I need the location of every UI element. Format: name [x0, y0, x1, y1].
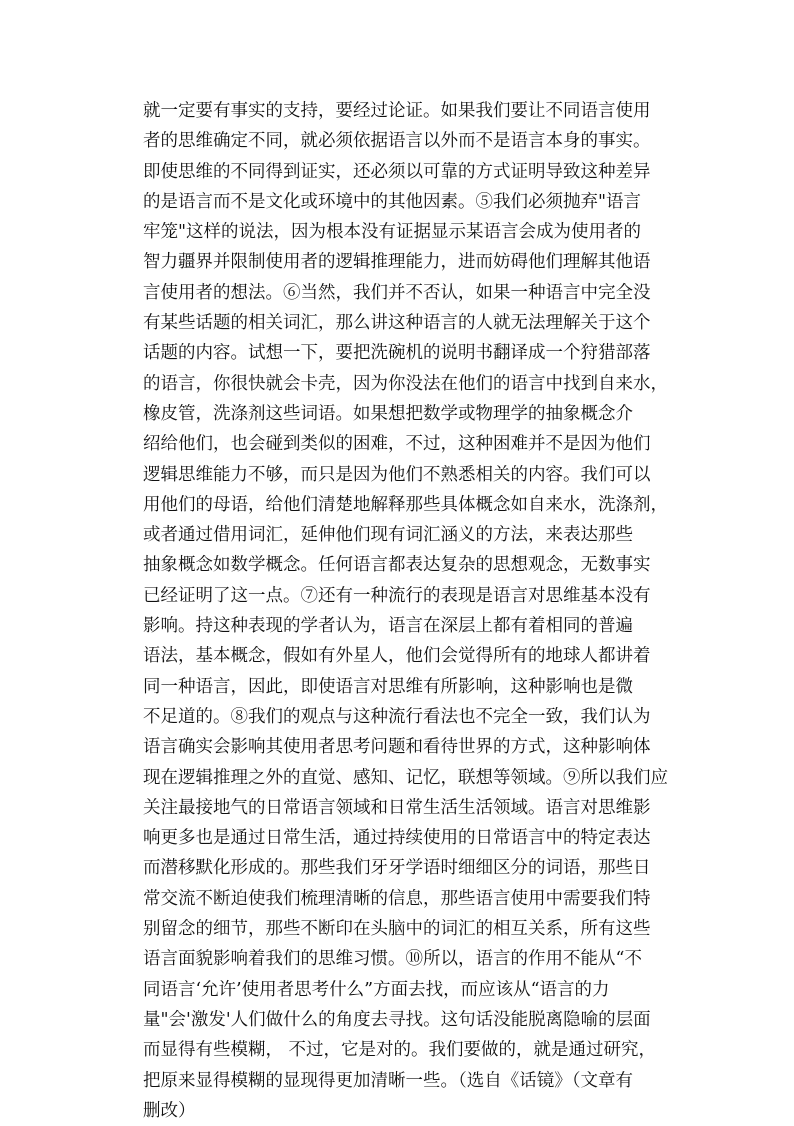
text-line: 或者通过借用词汇，延伸他们现有词汇涵义的方法，来表达那些	[143, 525, 633, 546]
text-line: 言使用者的想法。⑥当然，我们并不否认，如果一种语言中完全没	[143, 282, 651, 303]
text-line: 智力疆界并限制使用者的逻辑推理能力，进而妨碍他们理解其他语	[143, 252, 651, 273]
text-line: 量"会'激发'人们做什么的角度去寻找。这句话没能脱离隐喻的层面	[143, 1009, 651, 1030]
text-line: 删改）	[143, 1100, 196, 1121]
text-line: 抽象概念如数学概念。任何语言都表达复杂的思想观念，无数事实	[143, 555, 651, 576]
text-line: 关注最接地气的日常语言领域和日常生活生活领域。语言对思维影	[143, 797, 651, 818]
text-line: 语法，基本概念，假如有外星人，他们会觉得所有的地球人都讲着	[143, 646, 651, 667]
text-line: 已经证明了这一点。⑦还有一种流行的表现是语言对思维基本没有	[143, 585, 651, 606]
text-line: 同语言‘允许’使用者思考什么”方面去找，而应该从“语言的力	[143, 979, 610, 1000]
text-line: 别留念的细节，那些不断印在头脑中的词汇的相互关系，所有这些	[143, 919, 651, 940]
text-line: 影响。持这种表现的学者认为，语言在深层上都有着相同的普遍	[143, 616, 633, 637]
body-text	[143, 96, 668, 1126]
text-line: 橡皮管，洗涤剂这些词语。如果想把数学或物理学的抽象概念介	[143, 403, 633, 424]
text-line: 即使思维的不同得到证实，还必须以可靠的方式证明导致这种差异	[143, 161, 651, 182]
text-line: 的语言，你很快就会卡壳，因为你没法在他们的语言中找到自来水，	[143, 373, 668, 394]
text-line: 把原来显得模糊的显现得更加清晰一些。（选自《话镜》（文章有	[143, 1070, 633, 1091]
text-line: 逻辑思维能力不够，而只是因为他们不熟悉相关的内容。我们可以	[143, 464, 651, 485]
text-line: 就一定要有事实的支持，要经过论证。如果我们要让不同语言使用	[143, 101, 651, 121]
text-line: 话题的内容。试想一下，要把洗碗机的说明书翻译成一个狩猎部落	[143, 343, 651, 364]
text-line: 不足道的。⑧我们的观点与这种流行看法也不完全一致，我们认为	[143, 706, 651, 727]
text-line: 牢笼"这样的说法，因为根本没有证据显示某语言会成为使用者的	[143, 222, 642, 243]
text-line: 用他们的母语，给他们清楚地解释那些具体概念如自来水，洗涤剂，	[143, 494, 668, 515]
text-line: 而显得有些模糊， 不过，它是对的。我们要做的，就是通过研究，	[143, 1040, 657, 1061]
text-line: 的是语言而不是文化或环境中的其他因素。⑤我们必须抛弃"语言	[143, 191, 642, 212]
text-line: 者的思维确定不同，就必须依据语言以外而不是语言本身的事实。	[143, 131, 651, 152]
text-line: 绍给他们，也会碰到类似的困难，不过，这种困难并不是因为他们	[143, 434, 651, 455]
text-line: 常交流不断迫使我们梳理清晰的信息，那些语言使用中需要我们特	[143, 888, 651, 909]
text-line: 语言确实会影响其使用者思考问题和看待世界的方式，这种影响体	[143, 737, 651, 758]
text-line: 现在逻辑推理之外的直觉、感知、记忆，联想等领域。⑨所以我们应	[143, 767, 668, 788]
text-line: 响更多也是通过日常生活，通过持续使用的日常语言中的特定表达	[143, 828, 651, 849]
text-line: 而潜移默化形成的。那些我们牙牙学语时细细区分的词语，那些日	[143, 858, 651, 879]
text-line: 同一种语言，因此，即使语言对思维有所影响，这种影响也是微	[143, 676, 633, 697]
text-line: 语言面貌影响着我们的思维习惯。⑩所以，语言的作用不能从“不	[143, 949, 642, 970]
text-line: 有某些话题的相关词汇，那么讲这种语言的人就无法理解关于这个	[143, 313, 651, 334]
